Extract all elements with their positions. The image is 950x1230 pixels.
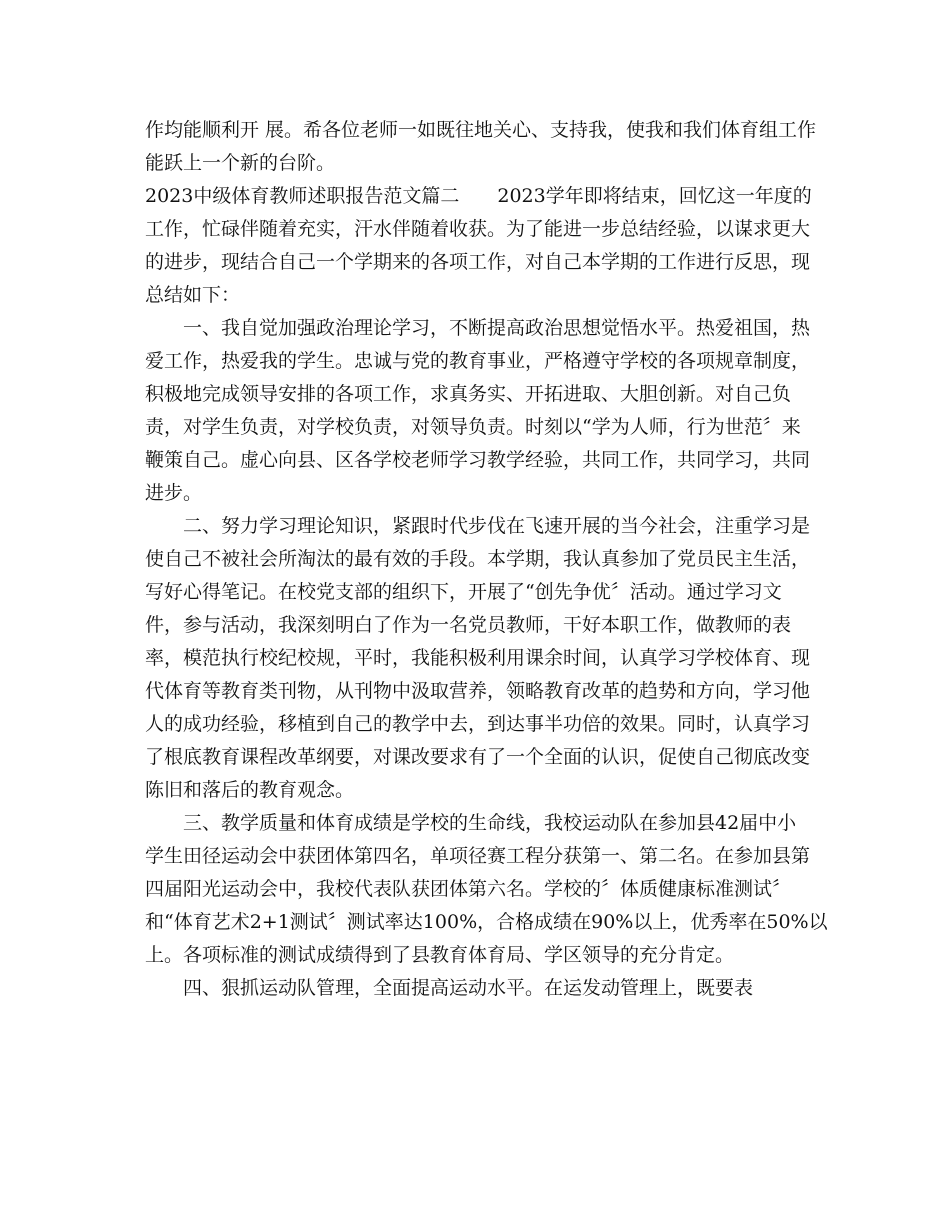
text-line: 使自己不被社会所淘汰的最有效的手段。本学期，我认真参加了党员民主生活， (145, 548, 811, 570)
text-line: 三、教学质量和体育成绩是学校的生命线，我校运动队在参加县42届中小 (145, 812, 797, 834)
text-line: 代体育等教育类刊物，从刊物中汲取营养，领略教育改革的趋势和方向，学习他 (145, 680, 811, 702)
text-line: 爱工作，热爱我的学生。忠诚与党的教育事业，严格遵守学校的各项规章制度， (145, 350, 811, 372)
text-line: 和“体育艺术2+1测试〞测试率达100%，合格成绩在90%以上，优秀率在50%以 (145, 911, 828, 933)
text-line: 四届阳光运动会中，我校代表队获团体第六名。学校的〞体质健康标准测试〞 (145, 878, 792, 900)
text-line: 二、努力学习理论知识，紧跟时代步伐在飞速开展的当今社会，注重学习是 (145, 515, 811, 537)
text-line: 上。各项标准的测试成绩得到了县教育体育局、学区领导的充分肯定。 (145, 944, 735, 966)
text-line: 人的成功经验，移植到自己的教学中去，到达事半功倍的效果。同时，认真学习 (145, 713, 811, 735)
text-line: 件，参与活动，我深刻明白了作为一名党员教师，干好本职工作，做教师的表 (145, 614, 792, 636)
text-line: 工作，忙碌伴随着充实，汗水伴随着收获。为了能进一步总结经验，以谋求更大 (145, 218, 811, 240)
heading-line: 2023中级体育教师述职报告范文篇二 2023学年即将结束，回忆这一年度的 (145, 185, 812, 207)
text-line: 进步。 (145, 482, 203, 504)
text-line: 的进步，现结合自己一个学期来的各项工作，对自己本学期的工作进行反思，现 (145, 251, 811, 273)
text-line: 责，对学生负责，对学校负责，对领导负责。时刻以“学为人师，行为世范〞来 (145, 416, 801, 438)
text-line: 学生田径运动会中获团体第四名，单项径赛工程分获第一、第二名。在参加县第 (145, 845, 811, 867)
document-body (145, 114, 828, 1005)
text-line: 总结如下： (145, 284, 241, 306)
text-line: 了根底教育课程改革纲要，对课改要求有了一个全面的认识，促使自己彻底改变 (145, 746, 811, 768)
text-line: 能跃上一个新的台阶。 (145, 152, 336, 174)
text-line: 陈旧和落后的教育观念。 (145, 779, 355, 801)
text-line: 积极地完成领导安排的各项工作，求真务实、开拓进取、大胆创新。对自己负 (145, 383, 792, 405)
text-line: 四、狠抓运动队管理，全面提高运动水平。在运发动管理上，既要表 (145, 977, 754, 999)
text-line: 率，模范执行校纪校规，平时，我能积极利用课余时间，认真学习学校体育、现 (145, 647, 811, 669)
text-line: 一、我自觉加强政治理论学习，不断提高政治思想觉悟水平。热爱祖国，热 (145, 317, 811, 339)
text-line: 鞭策自己。虚心向县、区各学校老师学习教学经验，共同工作，共同学习，共同 (145, 449, 811, 471)
text-line: 作均能顺利开 展。希各位老师一如既往地关心、支持我，使我和我们体育组工作 (145, 119, 817, 141)
text-line: 写好心得笔记。在校党支部的组织下，开展了“创先争优〞活动。通过学习文 (145, 581, 782, 603)
